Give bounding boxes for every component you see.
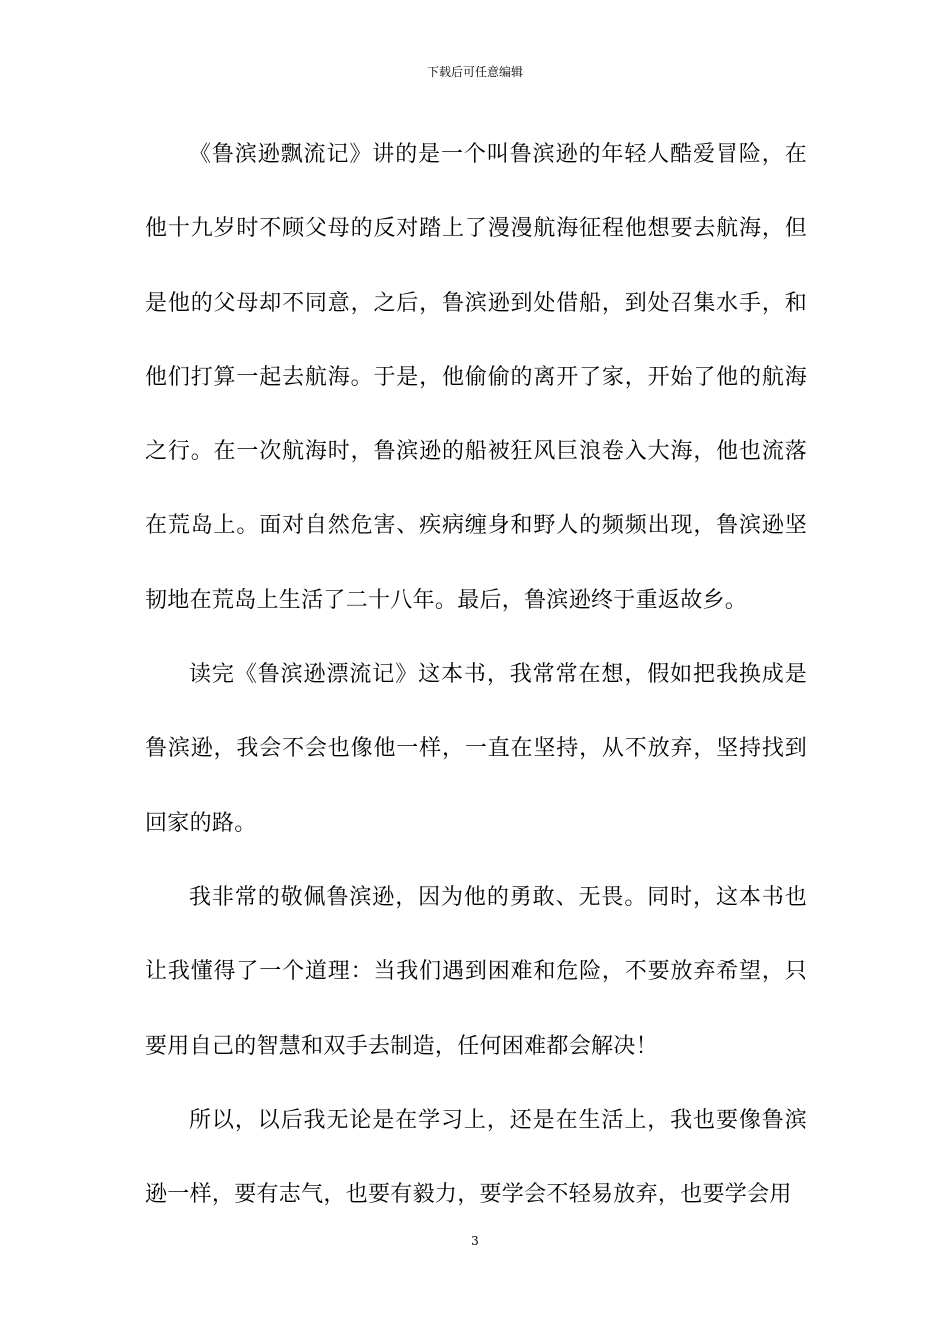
paragraph-2: 读完《鲁滨逊漂流记》这本书，我常常在想，假如把我换成是鲁滨逊，我会不会也像他一样，一直在坚持，从不放弃，坚持找到回家的路。	[145, 662, 807, 836]
paragraph-4: 所以，以后我无论是在学习上，还是在生活上，我也要像鲁滨逊一样，要有志气，也要有毅力，要学会不轻易放弃，也要学会用	[145, 1107, 807, 1208]
document-body	[145, 118, 807, 1232]
paragraph-1: 《鲁滨逊飘流记》讲的是一个叫鲁滨逊的年轻人酷爱冒险，在他十九岁时不顾父母的反对踏上了漫漫航海征程他想要去航海，但是他的父母却不同意，之后，鲁滨逊到处借船，到处召集水手，和他们打算一起去航海。于是，他偷偷的离开了家，开始了他的航海之行。在一次航海时，鲁滨逊的船被狂风巨浪卷入大海，他也流落在荒岛上。面对自然危害、疾病缠身和野人的频频出现，鲁滨逊坚韧地在荒岛上生活了二十八年。最后，鲁滨逊终于重返故乡。	[145, 142, 807, 613]
paragraph-3: 我非常的敬佩鲁滨逊，因为他的勇敢、无畏。同时，这本书也让我懂得了一个道理：当我们遇到困难和危险，不要放弃希望，只要用自己的智慧和双手去制造，任何困难都会解决！	[145, 884, 807, 1059]
page-header: 下载后可任意编辑	[426, 65, 523, 79]
page-number: 3	[471, 1234, 479, 1248]
